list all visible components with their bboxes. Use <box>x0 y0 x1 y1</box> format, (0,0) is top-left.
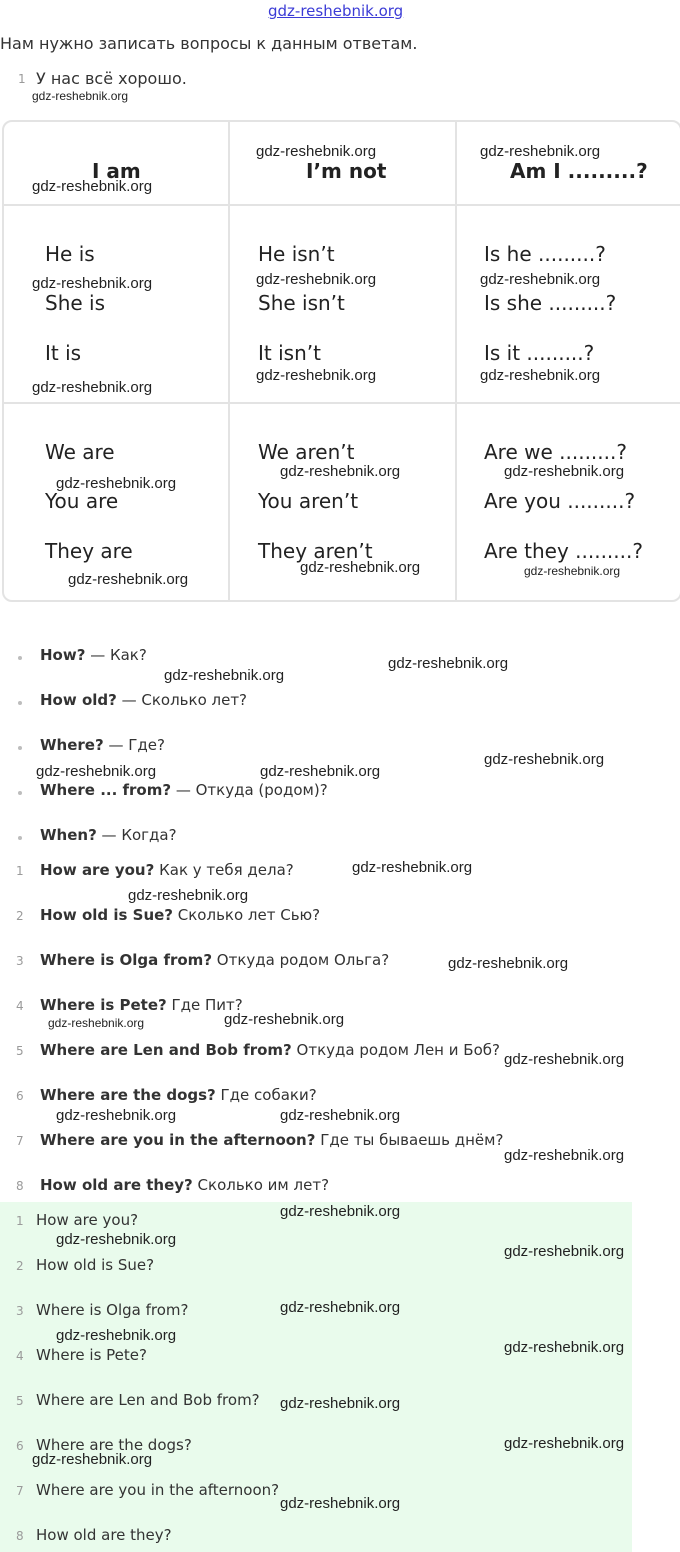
cell-are-they: Are they .........? <box>484 539 643 563</box>
cell-is-it: Is it .........? <box>484 341 595 365</box>
bullet <box>18 836 22 840</box>
watermark: gdz-reshebnik.org <box>524 564 621 578</box>
final-answer: How are you? <box>36 1211 139 1229</box>
final-answer: Where are the dogs? <box>36 1436 192 1454</box>
watermark: gdz-reshebnik.org <box>68 571 189 588</box>
cell-im-not: I’m not <box>306 159 387 183</box>
cell-it-isnt: It isn’t <box>258 341 321 365</box>
answer-number: 3 <box>16 1304 24 1318</box>
watermark: gdz-reshebnik.org <box>260 763 381 780</box>
answer-number: 4 <box>16 1349 24 1363</box>
watermark: gdz-reshebnik.org <box>32 178 153 195</box>
watermark: gdz-reshebnik.org <box>32 379 153 396</box>
cell-i-am: I am <box>92 159 141 183</box>
answer-number: 3 <box>16 954 24 968</box>
answer-number: 8 <box>16 1529 24 1543</box>
cell-you-are: You are <box>45 489 119 513</box>
watermark: gdz-reshebnik.org <box>504 463 625 480</box>
bullet <box>18 746 22 750</box>
answer-number: 5 <box>16 1044 24 1058</box>
watermark: gdz-reshebnik.org <box>280 1203 401 1220</box>
cell-he-is: He is <box>45 242 95 266</box>
watermark: gdz-reshebnik.org <box>56 475 177 492</box>
cell-is-she: Is she .........? <box>484 291 617 315</box>
cell-she-is: She is <box>45 291 106 315</box>
cell-he-isnt: He isn’t <box>258 242 335 266</box>
watermark: gdz-reshebnik.org <box>504 1435 625 1452</box>
watermark: gdz-reshebnik.org <box>504 1243 625 1260</box>
final-answer: How old are they? <box>36 1526 172 1544</box>
final-answer: Where are you in the afternoon? <box>36 1481 280 1499</box>
watermark: gdz-reshebnik.org <box>504 1051 625 1068</box>
question-word-item: How old? — Сколько лет? <box>40 691 248 709</box>
answer-item: How are you? Как у тебя дела? <box>40 861 294 879</box>
answer-number: 1 <box>16 1214 24 1228</box>
answer-number: 5 <box>16 1394 24 1408</box>
watermark: gdz-reshebnik.org <box>352 859 473 876</box>
answer-item: Where are Len and Bob from? Откуда родом Лен и Боб? <box>40 1041 500 1059</box>
watermark: gdz-reshebnik.org <box>256 367 377 384</box>
watermark: gdz-reshebnik.org <box>448 955 569 972</box>
cell-they-arent: They aren’t <box>258 539 373 563</box>
bullet <box>18 656 22 660</box>
watermark: gdz-reshebnik.org <box>36 763 157 780</box>
cell-you-arent: You aren’t <box>258 489 359 513</box>
bullet <box>18 791 22 795</box>
watermark: gdz-reshebnik.org <box>504 1339 625 1356</box>
cell-we-arent: We aren’t <box>258 440 355 464</box>
cell-am-i: Am I .........? <box>510 159 648 183</box>
answer-item: How old is Sue? Сколько лет Сью? <box>40 906 321 924</box>
cell-it-is: It is <box>45 341 82 365</box>
answer-number: 4 <box>16 999 24 1013</box>
cell-are-you: Are you .........? <box>484 489 636 513</box>
watermark: gdz-reshebnik.org <box>48 1016 145 1030</box>
watermark: gdz-reshebnik.org <box>480 367 601 384</box>
watermark: gdz-reshebnik.org <box>280 1107 401 1124</box>
cell-we-are: We are <box>45 440 115 464</box>
answer-item: Where are the dogs? Где собаки? <box>40 1086 317 1104</box>
intro-text: Нам нужно записать вопросы к данным ответам. <box>0 34 418 53</box>
answer-item: Where is Olga from? Откуда родом Ольга? <box>40 951 390 969</box>
watermark: gdz-reshebnik.org <box>504 1147 625 1164</box>
watermark: gdz-reshebnik.org <box>56 1327 177 1344</box>
answer-number: 8 <box>16 1179 24 1193</box>
first-item-text: У нас всё хорошо. <box>36 69 187 88</box>
question-word-item: How? — Как? <box>40 646 147 664</box>
answer-number: 6 <box>16 1089 24 1103</box>
watermark: gdz-reshebnik.org <box>388 655 509 672</box>
watermark: gdz-reshebnik.org <box>256 271 377 288</box>
site-link[interactable]: gdz-reshebnik.org <box>268 2 404 20</box>
watermark: gdz-reshebnik.org <box>224 1011 345 1028</box>
answer-item: Where are you in the afternoon? Где ты бываешь днём? <box>40 1131 504 1149</box>
watermark: gdz-reshebnik.org <box>32 275 153 292</box>
question-word-item: Where ... from? — Откуда (родом)? <box>40 781 328 799</box>
watermark: gdz-reshebnik.org <box>480 271 601 288</box>
watermark: gdz-reshebnik.org <box>300 559 421 576</box>
watermark: gdz-reshebnik.org <box>32 1451 153 1468</box>
final-answer: How old is Sue? <box>36 1256 155 1274</box>
watermark: gdz-reshebnik.org <box>56 1107 177 1124</box>
answer-number: 2 <box>16 909 24 923</box>
final-answer: Where are Len and Bob from? <box>36 1391 260 1409</box>
item-number: 1 <box>18 72 26 86</box>
cell-is-he: Is he .........? <box>484 242 606 266</box>
answer-number: 6 <box>16 1439 24 1453</box>
answer-number: 7 <box>16 1134 24 1148</box>
answer-item: Where is Pete? Где Пит? <box>40 996 243 1014</box>
watermark: gdz-reshebnik.org <box>480 143 601 160</box>
final-answer: Where is Pete? <box>36 1346 147 1364</box>
answer-item: How old are they? Сколько им лет? <box>40 1176 330 1194</box>
cell-they-are: They are <box>45 539 133 563</box>
final-answer: Where is Olga from? <box>36 1301 189 1319</box>
watermark: gdz-reshebnik.org <box>484 751 605 768</box>
question-word-item: When? — Когда? <box>40 826 177 844</box>
answer-number: 7 <box>16 1484 24 1498</box>
watermark: gdz-reshebnik.org <box>280 1299 401 1316</box>
answer-number: 1 <box>16 864 24 878</box>
watermark: gdz-reshebnik.org <box>128 887 249 904</box>
watermark: gdz-reshebnik.org <box>32 89 129 103</box>
watermark: gdz-reshebnik.org <box>164 667 285 684</box>
watermark: gdz-reshebnik.org <box>280 1395 401 1412</box>
answer-number: 2 <box>16 1259 24 1273</box>
cell-she-isnt: She isn’t <box>258 291 345 315</box>
cell-are-we: Are we .........? <box>484 440 627 464</box>
watermark: gdz-reshebnik.org <box>56 1231 177 1248</box>
watermark: gdz-reshebnik.org <box>256 143 377 160</box>
bullet <box>18 701 22 705</box>
watermark: gdz-reshebnik.org <box>280 463 401 480</box>
watermark: gdz-reshebnik.org <box>280 1495 401 1512</box>
question-word-item: Where? — Где? <box>40 736 165 754</box>
